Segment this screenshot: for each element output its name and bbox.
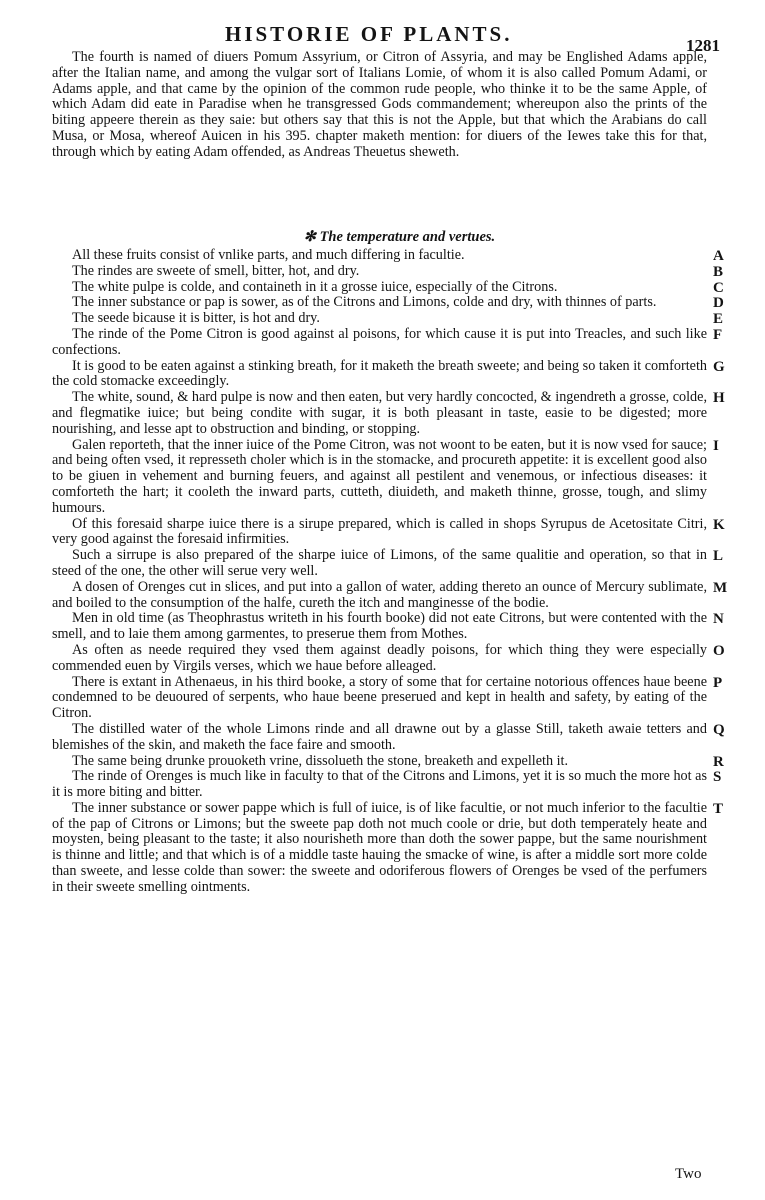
margin-letter: R bbox=[713, 753, 724, 770]
vertue-item bbox=[52, 357, 725, 391]
margin-letter: H bbox=[713, 390, 725, 407]
margin-letter: A bbox=[713, 248, 724, 264]
vertue-item bbox=[52, 389, 725, 437]
vertue-item bbox=[52, 720, 725, 754]
margin-letter: M bbox=[713, 579, 728, 596]
asterisk-icon: ✻ bbox=[303, 229, 320, 245]
running-head: HISTORIE OF PLANTS. bbox=[225, 22, 513, 46]
vertue-item bbox=[52, 799, 724, 896]
vertue-text: The rinde of the Pome Citron is good against al poisons, for which cause it is put into Treacles, and such like confections. bbox=[52, 325, 707, 358]
vertue-text: Men in old time (as Theophrastus writeth in his fourth booke) did not eate Citrons, but were contented with the smell, and to laie them among garmentes, to preserue them from Mothes. bbox=[52, 610, 707, 643]
margin-letter: L bbox=[713, 548, 724, 565]
vertue-text: The distilled water of the whole Limons rinde and all drawne out by a glasse Still, taketh awaie tetters and blemishes of the skin, and maketh the face faire and smooth. bbox=[52, 720, 707, 753]
margin-letter: S bbox=[713, 769, 722, 786]
vertue-text: The rinde of Orenges is much like in faculty to that of the Citrons and Limons, yet it is so much the more hot as it is more biting and bitter. bbox=[52, 768, 707, 801]
vertue-text: The white, sound, & hard pulpe is now and then eaten, but very hardly concocted, & ingendreth a grosse, colde, and flegmatike iuice; but being condite with sugar, it is both pleasant in taste, easie to be digested; more nourishing, and lesse apt to obstruction and binding, or stopping. bbox=[52, 389, 707, 437]
vertue-text: As often as neede required they vsed them against deadly poisons, for which thing they were especially commended euen by Virgils verses, which we haue before alleaged. bbox=[52, 641, 707, 674]
intro-block bbox=[52, 50, 707, 161]
section-title bbox=[52, 228, 707, 246]
vertue-text: The same being drunke prouoketh vrine, dissolueth the stone, breaketh and expelleth it. bbox=[72, 752, 569, 769]
margin-letter: N bbox=[713, 611, 724, 628]
margin-letter: B bbox=[713, 263, 724, 280]
margin-letter: O bbox=[713, 642, 725, 659]
vertue-item bbox=[52, 325, 723, 359]
vertue-text: There is extant in Athenaeus, in his third booke, a story of some that for certaine notorious offences haue beene condemned to be deuoured of serpents, who haue beene preserued and kept in health and safety, by eating of the Citron. bbox=[52, 673, 707, 722]
vertue-text: The inner substance or sower pappe which is full of iuice, is of like facultie, or not much inferior to the facultie of the pap of Citrons or Limons; but the sweete pap doth not much coole or drie, but doth temperately heate and moysten, being pleasant to the taste; it also nourisheth more than doth the sower pappe, but the same nourishment is thinne and little; and that which is of a middle taste hauing the smacke of wine, is after a middle sort more colde than sweete, and lesse colde than sower: the sweete and odoriferous flowers of Orenges be vsed of the perfumers in their sweete smelling ointments. bbox=[52, 799, 707, 895]
vertue-item bbox=[52, 278, 724, 296]
section-title-text: The temperature and vertues. bbox=[319, 229, 496, 245]
vertue-text: The seede bicause it is bitter, is hot and dry. bbox=[72, 310, 320, 327]
intro-paragraph: The fourth is named of diuers Pomum Assyrium, or Citron of Assyria, and may be Englished Adams apple, after the Italian name, and among the vulgar sort of Italians Lomie, of whom it is also called Pomum Adami, or Adams apple, and that came by the opinion of the common rude people, who thinke it to be the same Apple, of which Adam did eate in Paradise when he transgressed Gods commandement; whereupon also the prints of the biting appeere therein as they saie: but others say that this is not the Apple, but that which the Arabians do call Musa, or Mosa, whereof Auicen in his 395. chapter maketh mention: for diuers of the Iewes take this for that, through which by eating Adam offended, as Andreas Theuetus sheweth. bbox=[52, 49, 707, 160]
vertue-item bbox=[52, 641, 725, 675]
vertue-text: Of this foresaid sharpe iuice there is a sirupe prepared, which is called in shops Syrupus de Acetositate Citri, very good against the foresaid infirmities. bbox=[52, 515, 707, 548]
vertue-text: The white pulpe is colde, and containeth in it a grosse iuice, especially of the Citrons. bbox=[72, 278, 558, 295]
margin-letter: C bbox=[713, 279, 724, 296]
vertue-item bbox=[52, 247, 724, 264]
catchword: Two bbox=[675, 1166, 702, 1182]
vertue-item bbox=[52, 515, 725, 549]
vertues-list bbox=[52, 247, 728, 896]
margin-letter: P bbox=[713, 674, 723, 691]
margin-letter: I bbox=[713, 437, 719, 454]
page-number: 1281 bbox=[686, 36, 720, 55]
vertue-item bbox=[52, 262, 724, 280]
vertue-item bbox=[52, 768, 722, 801]
vertue-item bbox=[52, 578, 728, 612]
vertue-text: A dosen of Orenges cut in slices, and put into a gallon of water, adding thereto an ounce of Mercury sublimate, and boiled to the consumption of the halfe, cureth the itch and manginesse of the bodie. bbox=[52, 578, 707, 611]
vertue-text: The inner substance or pap is sower, as of the Citrons and Limons, colde and dry, with thinnes of parts. bbox=[72, 294, 657, 311]
margin-letter: Q bbox=[713, 721, 725, 738]
vertue-text: All these fruits consist of vnlike parts, and much differing in facultie. bbox=[72, 247, 465, 263]
vertue-item bbox=[52, 752, 724, 770]
vertue-text: It is good to be eaten against a stinking breath, for it maketh the breath sweete; and being so taken it comforteth the cold stomacke exceedingly. bbox=[52, 357, 707, 390]
margin-letter: T bbox=[713, 800, 724, 817]
vertue-item bbox=[52, 436, 719, 517]
vertue-item bbox=[52, 310, 724, 328]
vertue-item bbox=[52, 294, 724, 312]
margin-letter: G bbox=[713, 358, 725, 375]
section-heading-block bbox=[52, 228, 707, 246]
vertue-text: Galen reporteth, that the inner iuice of the Pome Citron, was not woont to be eaten, but it is now vsed for sauce; and being often vsed, it represseth choler which is in the stomacke, and procureth appetite: it is excellent good also to be giuen in vehement and burning feuers, and against all pestilent and venemous, or infectious diseases: it comforteth the hart; it cooleth the inward parts, cutteth, diuideth, and maketh thinne, grosse, tough, and slimy humours. bbox=[52, 436, 707, 516]
margin-letter: E bbox=[713, 311, 724, 328]
margin-letter: F bbox=[713, 326, 723, 343]
vertue-text: Such a sirrupe is also prepared of the sharpe iuice of Limons, of the same qualitie and operation, so that in steed of the one, the other will serue very well. bbox=[52, 547, 707, 579]
margin-letter: K bbox=[713, 516, 725, 533]
margin-letter: D bbox=[713, 295, 724, 312]
vertue-item bbox=[52, 610, 724, 643]
vertue-item bbox=[52, 547, 724, 580]
vertue-item bbox=[52, 673, 723, 722]
vertue-text: The rindes are sweete of smell, bitter, hot, and dry. bbox=[72, 262, 360, 279]
